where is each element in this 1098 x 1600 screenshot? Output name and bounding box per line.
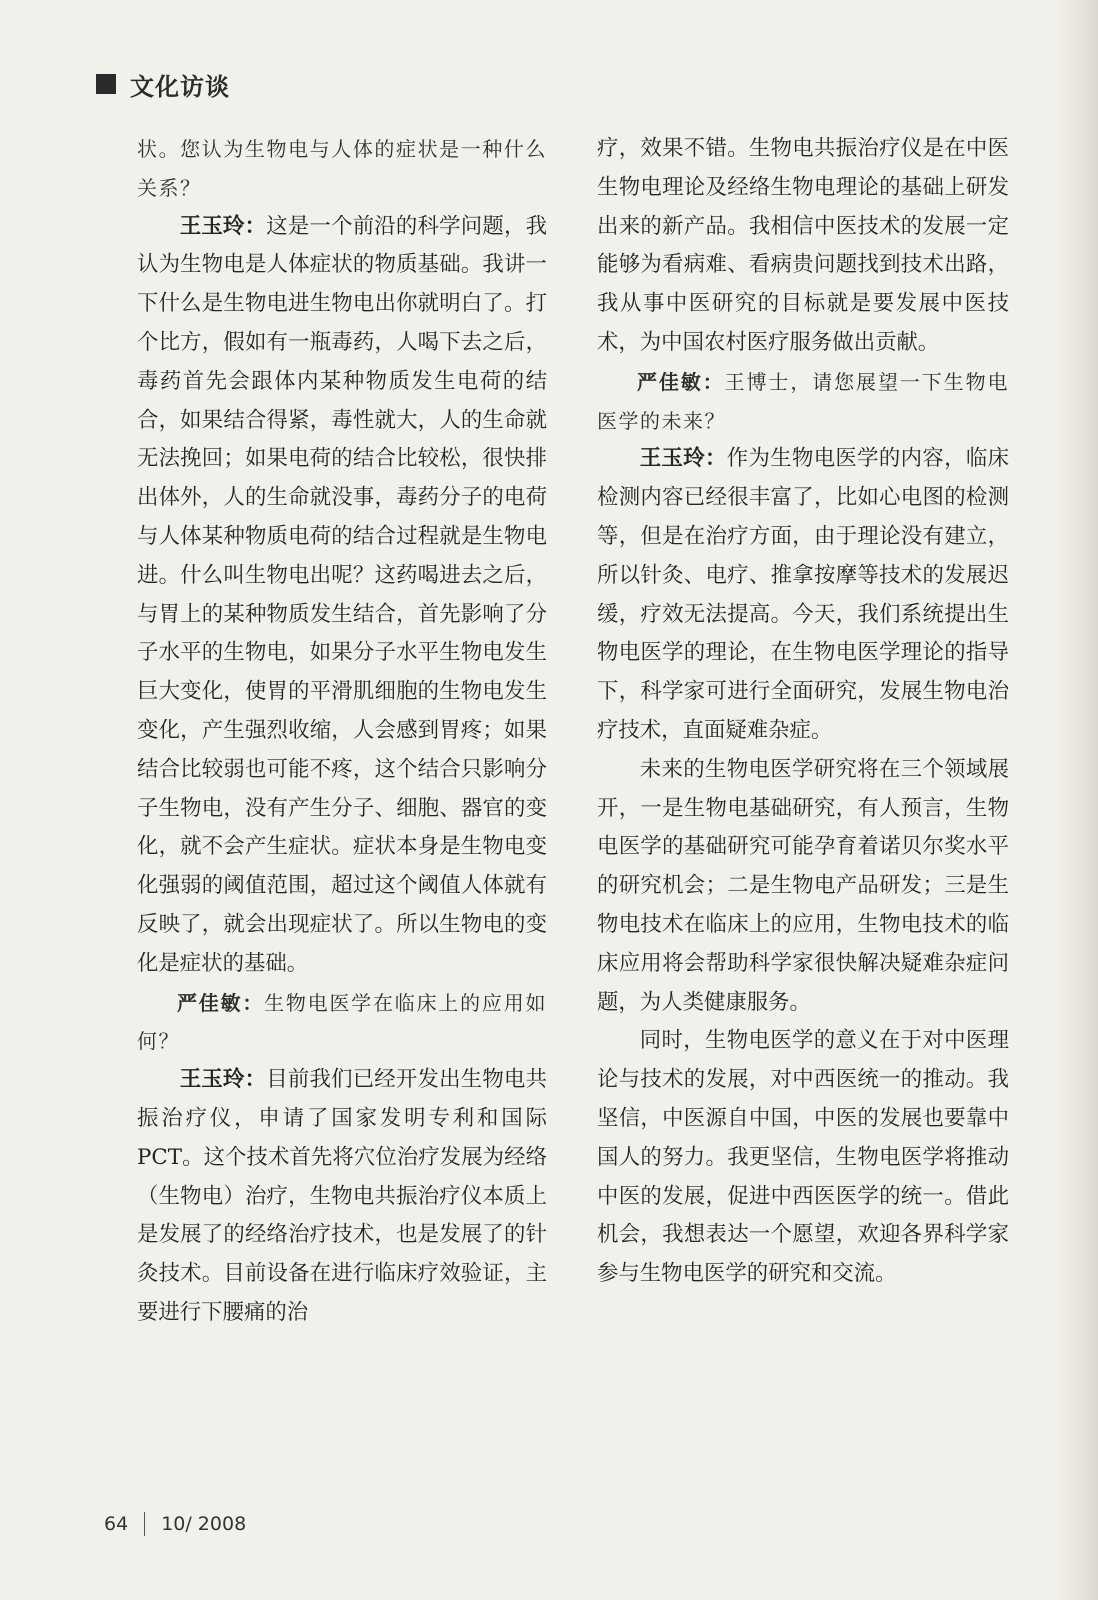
- answer-continuation: [597, 130, 1009, 363]
- footer-divider: [144, 1512, 145, 1536]
- paragraph-text: 作为生物电医学的内容，临床检测内容已经很丰富了，比如心电图的检测等，但是在治疗方面，由于理论没有建立，所以针灸、电疗、推拿按摩等技术的发展迟缓，疗效无法提高。今天，我们系统提出生物电医学的理论，在生物电医学理论的指导下，科学家可进行全面研究，发展生物电治疗技术，直面疑难杂症。: [597, 446, 1009, 743]
- question-paragraph: [597, 363, 1009, 441]
- header-square-icon: [96, 74, 116, 94]
- speaker-name: 严佳敏：: [637, 369, 725, 394]
- left-column: [137, 130, 547, 1333]
- paragraph-text: 生物电医学在临床上的应用如何？: [137, 990, 547, 1054]
- body-paragraph: [597, 1022, 1009, 1294]
- speaker-name: 王玉玲：: [179, 213, 267, 239]
- paragraph-text: 这是一个前沿的科学问题，我认为生物电是人体症状的物质基础。我讲一下什么是生物电进生物电出你就明白了。打个比方，假如有一瓶毒药，人喝下去之后，毒药首先会跟体内某种物质发生电荷的结合，如果结合得紧，毒性就大，人的生命就无法挽回；如果电荷的结合比较松，很快排出体外，人的生命就没事，毒药分子的电荷与人体某种物质电荷的结合过程就是生物电进。什么叫生物电出呢？这药喝进去之后，与胃上的某种物质发生结合，首先影响了分子水平的生物电，如果分子水平生物电发生巨大变化，使胃的平滑肌细胞的生物电发生变化，产生强烈收缩，人会感到胃疼；如果结合比较弱也可能不疼，这个结合只影响分子生物电，没有产生分子、细胞、器官的变化，就不会产生症状。症状本身是生物电变化强弱的阈值范围，超过这个阈值人体就有反映了，就会出现症状了。所以生物电的变化是症状的基础。: [137, 213, 547, 976]
- paragraph-text: 疗，效果不错。生物电共振治疗仪是在中医生物电理论及经络生物电理论的基础上研发出来的新产品。我相信中医技术的发展一定能够为看病难、看病贵问题找到技术出路，我从事中医研究的目标就是要发展中医技术，为中国农村医疗服务做出贡献。: [597, 136, 1009, 355]
- page-footer: [104, 1510, 246, 1538]
- page-number: 64: [104, 1513, 129, 1535]
- paragraph-text: 目前我们已经开发出生物电共振治疗仪，申请了国家发明专利和国际PCT。这个技术首先将穴位治疗发展为经络（生物电）治疗，生物电共振治疗仪本质上是发展了的经络治疗技术，也是发展了的针灸技术。目前设备在进行临床疗效验证，主要进行下腰痛的治: [137, 1067, 547, 1325]
- paragraph-text: 王博士，请您展望一下生物电医学的未来？: [597, 369, 1009, 433]
- speaker-name: 严佳敏：: [177, 990, 265, 1015]
- scan-edge-shadow: [1058, 0, 1098, 1600]
- paragraph-text: 同时，生物电医学的意义在于对中医理论与技术的发展，对中西医统一的推动。我坚信，中医源自中国，中医的发展也要靠中国人的努力。我更坚信，生物电医学将推动中医的发展，促进中西医医学的统一。借此机会，我想表达一个愿望，欢迎各界科学家参与生物电医学的研究和交流。: [597, 1028, 1009, 1287]
- issue-date: 10/ 2008: [161, 1513, 247, 1535]
- speaker-name: 王玉玲：: [639, 446, 727, 472]
- section-header: [96, 66, 230, 102]
- question-paragraph: [137, 984, 547, 1062]
- question-continuation: [137, 130, 547, 208]
- answer-paragraph: [137, 1061, 547, 1333]
- speaker-name: 王玉玲：: [179, 1067, 267, 1093]
- right-column: [597, 130, 1009, 1294]
- section-title: 文化访谈: [130, 72, 230, 101]
- body-paragraph: [597, 751, 1009, 1023]
- answer-paragraph: [137, 208, 547, 984]
- paragraph-text: 状。您认为生物电与人体的症状是一种什么关系？: [137, 137, 547, 200]
- answer-paragraph: [597, 440, 1009, 750]
- paragraph-text: 未来的生物电医学研究将在三个领域展开，一是生物电基础研究，有人预言，生物电医学的基础研究可能孕育着诺贝尔奖水平的研究机会；二是生物电产品研发；三是生物电技术在临床上的应用，生物电技术的临床应用将会帮助科学家很快解决疑难杂症问题，为人类健康服务。: [597, 756, 1009, 1015]
